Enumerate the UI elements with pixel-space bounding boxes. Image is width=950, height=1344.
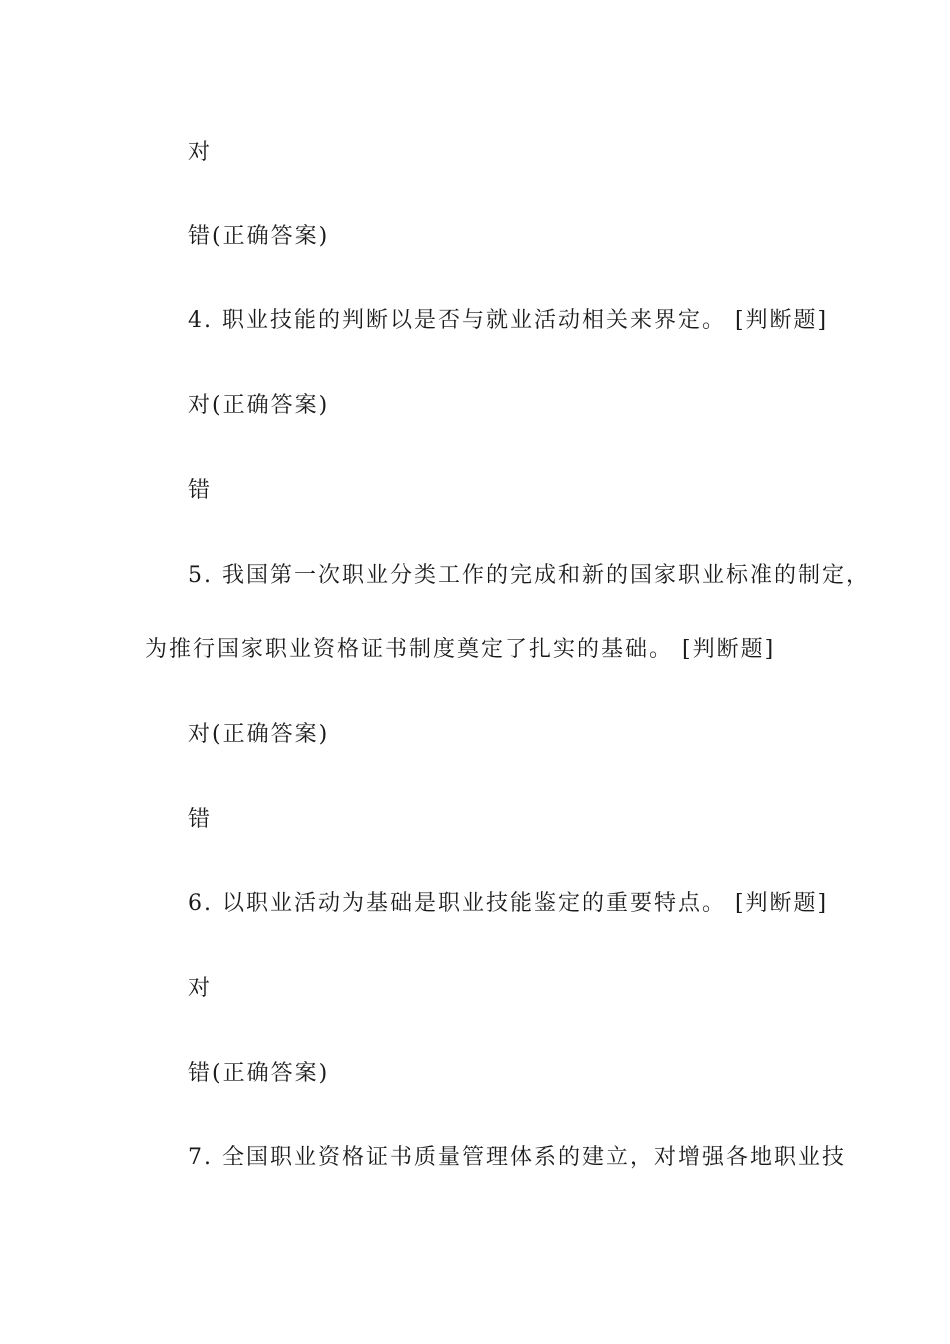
q6-option-b: 错(正确答案) (188, 1061, 330, 1086)
q5-option-b: 错 (188, 807, 213, 832)
q6-question: 6. 以职业活动为基础是职业技能鉴定的重要特点。 [判断题] (188, 891, 829, 916)
q4-option-b: 错 (188, 478, 213, 503)
q4-option-a: 对(正确答案) (188, 393, 330, 418)
q5-option-a: 对(正确答案) (188, 722, 330, 747)
q5-question-line-2: 为推行国家职业资格证书制度奠定了扎实的基础。 [判断题] (145, 637, 776, 662)
q6-option-a: 对 (188, 976, 213, 1001)
q5-question-line-1: 5. 我国第一次职业分类工作的完成和新的国家职业标准的制定， (188, 563, 870, 588)
q3-option-a: 对 (188, 140, 213, 165)
q3-option-b: 错(正确答案) (188, 224, 330, 249)
q4-question: 4. 职业技能的判断以是否与就业活动相关来界定。 [判断题] (188, 308, 829, 333)
q7-question-line-1: 7. 全国职业资格证书质量管理体系的建立，对增强各地职业技 (188, 1145, 846, 1170)
